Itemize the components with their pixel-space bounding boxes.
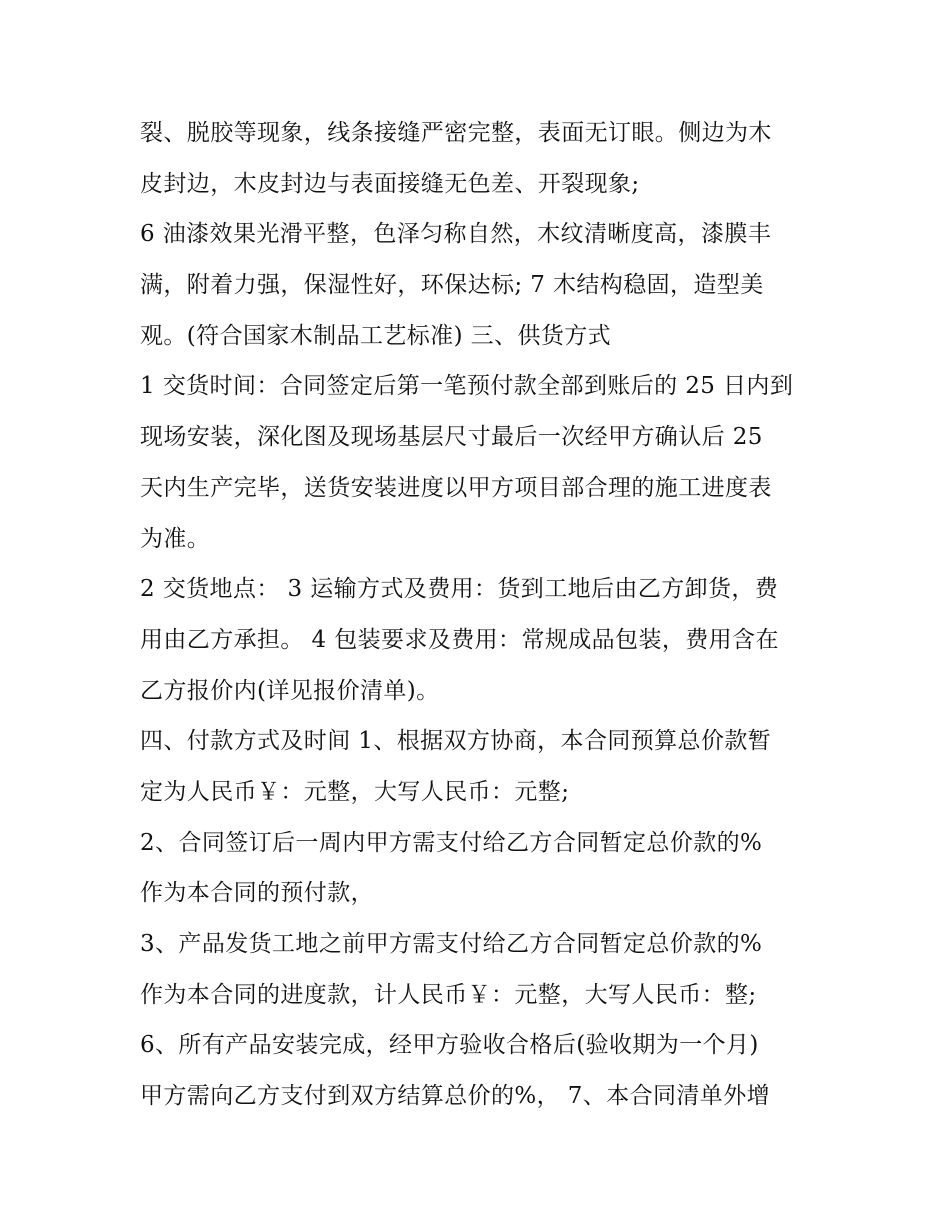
text-line: 裂、脱胶等现象，线条接缝严密完整，表面无订眼。侧边为木	[140, 120, 772, 146]
text-line: 观。(符合国家木制品工艺标准) 三、供货方式	[140, 322, 612, 349]
text-line: 6、所有产品安装完成，经甲方验收合格后(验收期为一个月)	[140, 1032, 759, 1059]
text-line: 3、产品发货工地之前甲方需支付给乙方合同暂定总价款的%	[140, 931, 763, 957]
text-line: 2 交货地点： 3 运输方式及费用：货到工地后由乙方卸货，费	[140, 576, 779, 603]
text-line: 现场安装，深化图及现场基层尺寸最后一次经甲方确认后 25	[140, 424, 763, 451]
text-line: 满，附着力强，保湿性好，环保达标; 7 木结构稳固，造型美	[140, 272, 764, 299]
text-line: 作为本合同的进度款，计人民币￥：元整，大写人民币：整;	[140, 981, 757, 1008]
text-line: 乙方报价内(详见报价清单)。	[140, 677, 440, 704]
text-line: 四、付款方式及时间 1、根据双方协商，本合同预算总价款暂	[140, 728, 772, 755]
contract-body-text	[140, 108, 840, 1122]
text-line: 1 交货时间：合同签定后第一笔预付款全部到账后的 25 日内到	[140, 373, 794, 400]
text-line: 作为本合同的预付款，	[140, 880, 374, 907]
text-line: 为准。	[140, 525, 211, 552]
text-line: 6 油漆效果光滑平整，色泽匀称自然，木纹清晰度高，漆膜丰	[140, 221, 772, 248]
text-line: 皮封边，木皮封边与表面接缝无色差、开裂现象;	[140, 170, 640, 197]
text-line: 甲方需向乙方支付到双方结算总价的%， 7、本合同清单外增	[140, 1083, 770, 1110]
text-line: 2、合同签订后一周内甲方需支付给乙方合同暂定总价款的%	[140, 829, 763, 856]
text-line: 用由乙方承担。 4 包装要求及费用：常规成品包装，费用含在	[140, 626, 779, 653]
text-line: 定为人民币￥：元整，大写人民币：元整;	[140, 778, 570, 805]
text-line: 天内生产完毕，送货安装进度以甲方项目部合理的施工进度表	[140, 474, 772, 501]
